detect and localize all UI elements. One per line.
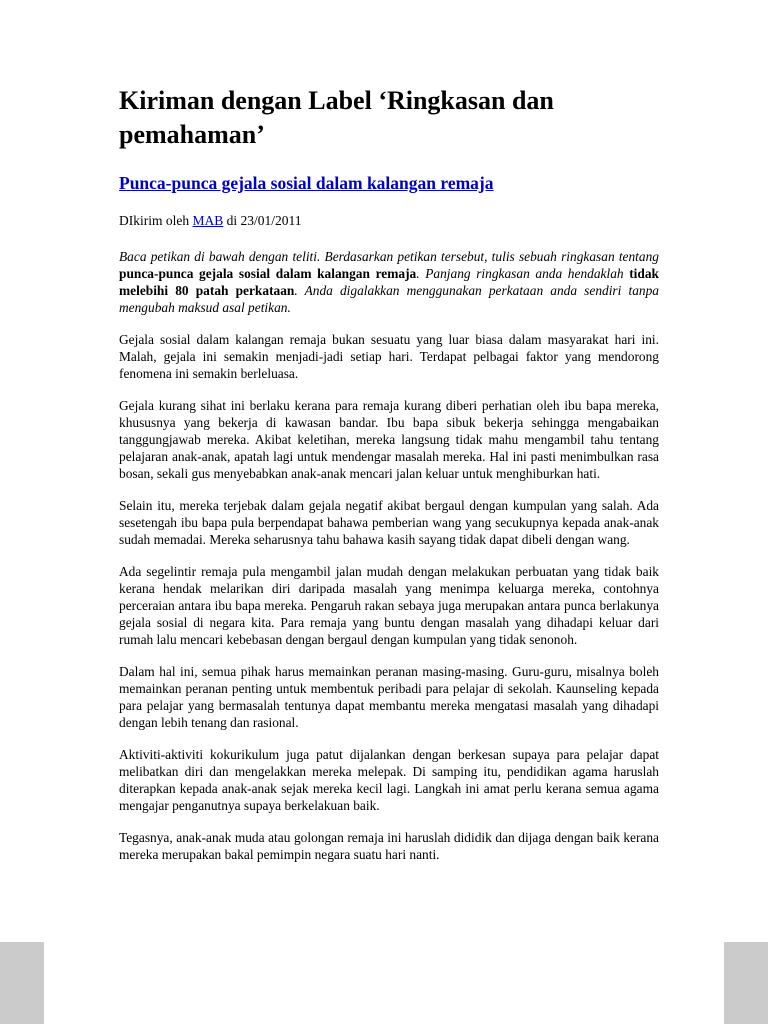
author-link[interactable]: MAB [192,212,224,228]
instruction-segment: . Anda digalakkan menggunakan perkataan anda sendiri tanpa mengubah maksud asal petikan. [119,282,659,315]
byline-date: 23/01/2011 [240,212,302,228]
body-paragraph-3: Selain itu, mereka terjebak dalam gejala negatif akibat bergaul dengan kumpulan yang salah. Ada sesetengah ibu bapa pula berpendapat bahawa pemberian wang yang secukupnya kepada anak-anak sudah memadai. Mereka seharusnya tahu bahawa kasih sayang tidak dapat dibeli dengan wang. [119,497,659,547]
body-paragraph-7: Tegasnya, anak-anak muda atau golongan remaja ini haruslah dididik dan dijaga dengan baik kerana mereka merupakan bakal pemimpin negara suatu hari nanti. [119,829,659,862]
page-corner-shadow-right [724,942,768,1024]
body-paragraph-2: Gejala kurang sihat ini berlaku kerana para remaja kurang diberi perhatian oleh ibu bapa mereka, khususnya yang bekerja di kawasan bandar. Ibu bapa sibuk bekerja sehingga mengabaikan tanggungjawab mereka. Akibat keletihan, mereka langsung tidak mahu mengambil tahu tentang pelajaran anak-anak, apatah lagi untuk mendengar masalah mereka. Hal ini pasti menimbulkan rasa bosan, sekali gus menyebabkan anak-anak mencari jalan keluar untuk menghiburkan hati. [119,397,659,481]
article-content [119,84,659,878]
instruction-segment: Baca petikan di bawah dengan teliti. Berdasarkan petikan tersebut, tulis sebuah ringkasan tentang [119,248,659,264]
page-corner-shadow-left [0,942,44,1024]
instruction-bold-topic: punca-punca gejala sosial dalam kalangan remaja [119,265,417,281]
post-title-link[interactable]: Punca-punca gejala sosial dalam kalangan remaja [119,172,494,193]
instruction-segment: . Panjang ringkasan anda hendaklah [416,265,630,281]
body-paragraph-5: Dalam hal ini, semua pihak harus memainkan peranan masing-masing. Guru-guru, misalnya boleh memainkan peranan penting untuk membentuk peribadi para pelajar di sekolah. Kaunseling kepada para pelajar yang bermasalah tentunya dapat membantu mereka mengatasi masalah yang dihadapi dengan lebih tenang dan rasional. [119,663,659,730]
body-paragraph-1: Gejala sosial dalam kalangan remaja bukan sesuatu yang luar biasa dalam masyarakat hari ini. Malah, gejala ini semakin menjadi-jadi setiap hari. Terdapat pelbagai faktor yang mendorong fenomena ini semakin berleluasa. [119,331,659,381]
post-title [119,173,659,195]
instruction-bold-limit: tidak melebihi 80 patah perkataan [119,265,659,298]
body-paragraph-6: Aktiviti-aktiviti kokurikulum juga patut dijalankan dengan berkesan supaya para pelajar dapat melibatkan diri dan mengelakkan mereka melepak. Di samping itu, pendidikan agama haruslah diterapkan kepada anak-anak sejak mereka kecil lagi. Langkah ini amat perlu kerana semua agama mengajar penganutnya supaya berkelakuan baik. [119,746,659,813]
byline [119,213,659,229]
page-title: Kiriman dengan Label ‘Ringkasan dan pemahaman’ [119,86,554,150]
instruction-paragraph [119,248,659,316]
byline-prefix: DIkirim oleh [119,212,193,228]
body-paragraph-4: Ada segelintir remaja pula mengambil jalan mudah dengan melakukan perbuatan yang tidak baik kerana hendak melarikan diri daripada masalah yang menimpa keluarga mereka, contohnya perceraian antara ibu bapa mereka. Pengaruh rakan sebaya juga merupakan antara punca berlakunya gejala sosial di negara kita. Para remaja yang buntu dengan masalah yang dihadapi keluar dari rumah lalu mencari kebebasan dengan bergaul dengan kumpulan yang tidak senonoh. [119,563,659,647]
byline-connector: di [223,212,241,228]
